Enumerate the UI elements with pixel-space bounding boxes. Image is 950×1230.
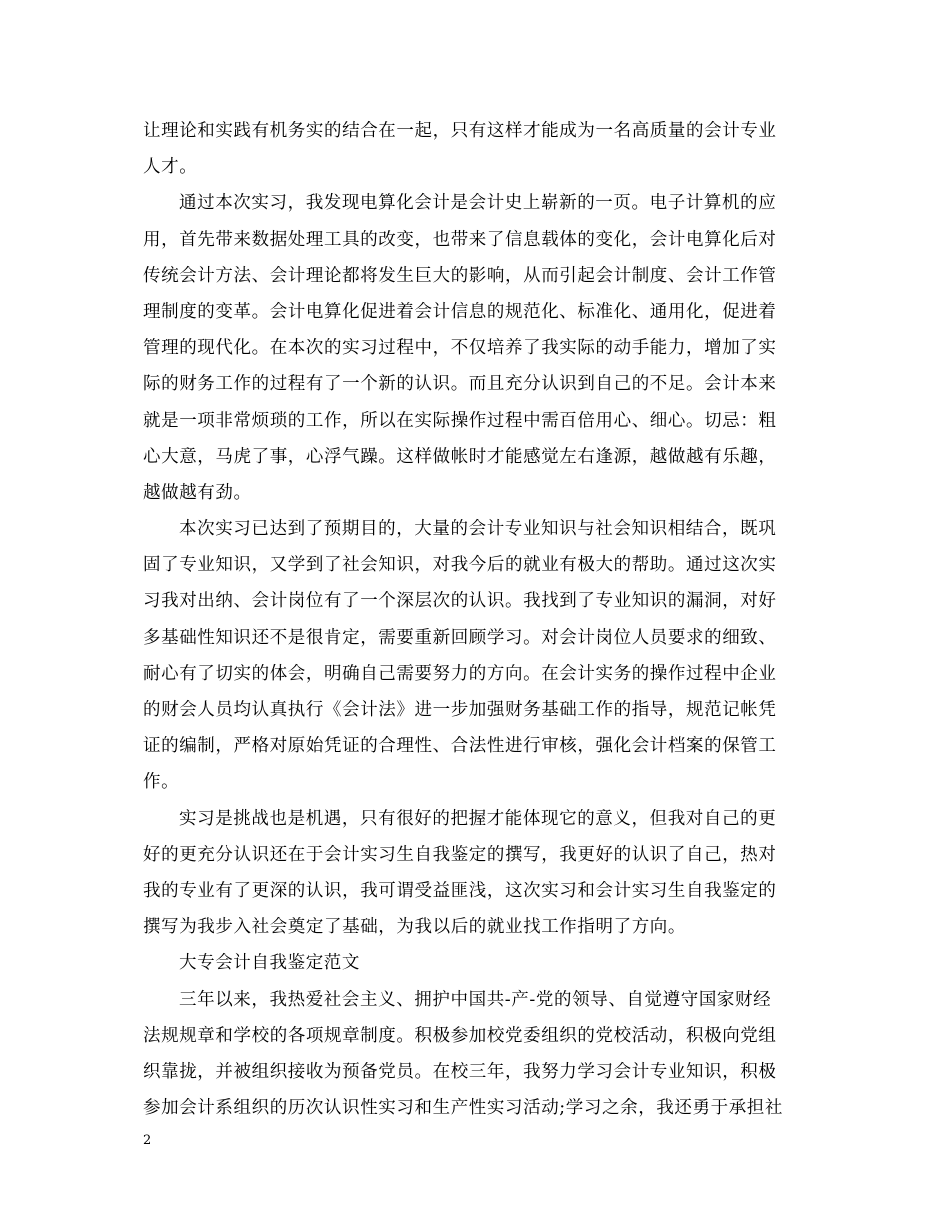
text-line: 际的财务工作的过程有了一个新的认识。而且充分认识到自己的不足。会计本来 <box>143 374 777 395</box>
text-line: 织靠拢，并被组织接收为预备党员。在校三年，我努力学习会计专业知识，积极 <box>143 1061 777 1082</box>
text-line: 越做越有劲。 <box>143 482 252 503</box>
text-line: 习我对出纳、会计岗位有了一个深层次的认识。我找到了专业知识的漏洞，对好 <box>143 591 777 612</box>
paragraph-start-line: 本次实习已达到了预期目的，大量的会计专业知识与社会知识相结合，既巩 <box>179 519 777 540</box>
text-line: 多基础性知识还不是很肯定，需要重新回顾学习。对会计岗位人员要求的细致、 <box>143 627 777 648</box>
document-body <box>143 113 811 1126</box>
text-line: 用，首先带来数据处理工具的改变，也带来了信息载体的变化，会计电算化后对 <box>143 229 777 250</box>
text-line: 就是一项非常烦琐的工作，所以在实际操作过程中需百倍用心、细心。切忌：粗 <box>143 410 777 431</box>
text-line: 耐心有了切实的体会，明确自己需要努力的方向。在会计实务的操作过程中企业 <box>143 663 777 684</box>
text-line: 参加会计系组织的历次认识性实习和生产性实习活动;学习之余，我还勇于承担社 <box>143 1098 783 1119</box>
text-line: 的财会人员均认真执行《会计法》进一步加强财务基础工作的指导，规范记帐凭 <box>143 700 777 720</box>
text-line: 证的编制，严格对原始凭证的合理性、合法性进行审核，强化会计档案的保管工 <box>143 736 777 757</box>
paragraph-start-line: 通过本次实习，我发现电算化会计是会计史上崭新的一页。电子计算机的应 <box>179 193 777 214</box>
text-line: 心大意，马虎了事，心浮气躁。这样做帐时才能感觉左右逢源，越做越有乐趣， <box>143 446 777 467</box>
text-line: 传统会计方法、会计理论都将发生巨大的影响，从而引起会计制度、会计工作管 <box>143 265 777 286</box>
text-line: 理制度的变革。会计电算化促进着会计信息的规范化、标准化、通用化，促进着 <box>143 301 777 322</box>
text-line: 法规规章和学校的各项规章制度。积极参加校党委组织的党校活动，积极向党组 <box>143 1025 777 1046</box>
text-line: 作。 <box>143 772 180 793</box>
paragraph-start-line: 三年以来，我热爱社会主义、拥护中国共-产-党的领导、自觉遵守国家财经 <box>179 989 772 1010</box>
text-line: 我的专业有了更深的认识，我可谓受益匪浅，这次实习和会计实习生自我鉴定的 <box>143 880 777 901</box>
text-line: 固了专业知识，又学到了社会知识，对我今后的就业有极大的帮助。通过这次实 <box>143 555 777 576</box>
paragraph-start-line: 实习是挑战也是机遇，只有很好的把握才能体现它的意义，但我对自己的更 <box>179 808 777 829</box>
text-line: 撰写为我步入社会奠定了基础，为我以后的就业找工作指明了方向。 <box>143 917 686 938</box>
section-heading: 大专会计自我鉴定范文 <box>179 953 360 974</box>
page-number: 2 <box>143 1133 152 1148</box>
text-line: 让理论和实践有机务实的结合在一起，只有这样才能成为一名高质量的会计专业 <box>143 121 777 141</box>
text-line: 好的更充分认识还在于会计实习生自我鉴定的撰写，我更好的认识了自己，热对 <box>143 844 777 865</box>
text-line: 管理的现代化。在本次的实习过程中，不仅培养了我实际的动手能力，增加了实 <box>143 338 777 359</box>
text-line: 人才。 <box>143 157 198 178</box>
